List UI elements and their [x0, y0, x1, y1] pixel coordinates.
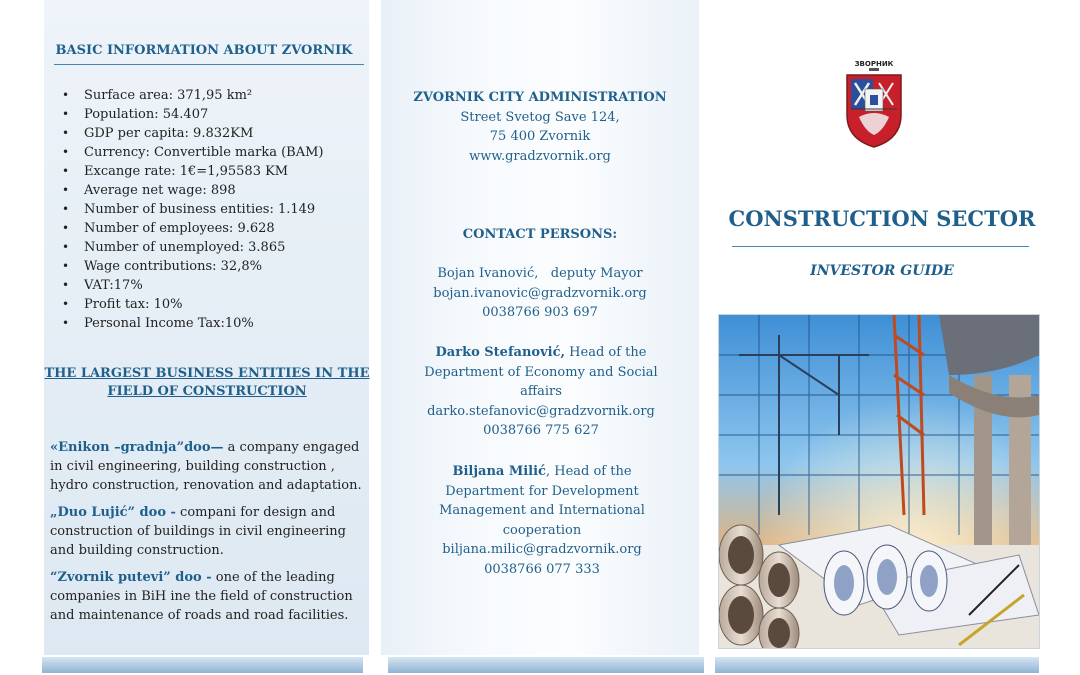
basic-info-heading: BASIC INFORMATION ABOUT ZVORNIK [55, 43, 353, 58]
right-panel [715, 0, 1035, 655]
contacts-title-block [381, 225, 699, 245]
fact-item: • Surface area: 371,95 km² [62, 86, 323, 105]
fact-item: • GDP per capita: 9.832KM [62, 124, 323, 143]
bottom-bar-right [715, 657, 1039, 673]
company-zvornik-putevi [50, 568, 370, 625]
fact-item: • Average net wage: 898 [62, 181, 323, 200]
company-enikon [50, 438, 370, 495]
heading-divider [54, 64, 364, 65]
document-subtitle: INVESTOR GUIDE [810, 263, 954, 279]
contact-role: Head of the Department of Economy and Social affairs [424, 345, 658, 399]
contact-biljana [413, 462, 671, 579]
contacts-title: CONTACT PERSONS: [462, 227, 618, 242]
largest-entities-heading: THE LARGEST BUSINESS ENTITIES IN THE FIELD OF CONSTRUCTION [44, 366, 370, 399]
fact-item: • Profit tax: 10% [62, 295, 323, 314]
company-name: „Duo Lujić” doo - [50, 505, 176, 520]
contact-email[interactable]: bojan.ivanovic@gradzvornik.org [433, 285, 647, 301]
company-description: compani for design and construction of buildings in civil engineering and building construction. [50, 505, 346, 558]
contact-darko [421, 343, 661, 441]
contact-name: Bojan Ivanović, [437, 266, 539, 281]
fact-item: • VAT:17% [62, 276, 323, 295]
left-panel [44, 0, 369, 655]
contact-phone: 0038766 903 697 [482, 305, 598, 320]
facts-list [62, 86, 323, 333]
contact-role: deputy Mayor [538, 266, 643, 281]
administration-block [381, 88, 699, 166]
construction-photo [718, 314, 1040, 649]
administration-title: ZVORNIK CITY ADMINISTRATION [413, 90, 667, 105]
title-divider [732, 246, 1029, 247]
fact-item: • Wage contributions: 32,8% [62, 257, 323, 276]
fact-item: • Number of unemployed: 3.865 [62, 238, 323, 257]
bottom-bar-left [42, 657, 363, 673]
contact-name: Darko Stefanović, [435, 345, 566, 360]
fact-item: • Population: 54.407 [62, 105, 323, 124]
contact-role: , Head of the Department for Development Management and International cooperation [439, 464, 645, 538]
website-link[interactable]: www.gradzvornik.org [469, 148, 611, 164]
company-description: one of the leading companies in BiH ine the field of construction and maintenance of roads and road facilities. [50, 570, 353, 623]
contact-phone: 0038766 077 333 [484, 561, 600, 577]
zvornik-coat-of-arms [843, 57, 905, 149]
bottom-bar-middle [388, 657, 704, 673]
fact-item: • Excange rate: 1€=1,95583 KM [62, 162, 323, 181]
fact-item: • Personal Income Tax:10% [62, 314, 323, 333]
fact-item: • Number of business entities: 1.149 [62, 200, 323, 219]
construction-illustration [719, 315, 1039, 648]
fact-item: • Currency: Convertible marka (BAM) [62, 143, 323, 162]
company-name: “Zvornik putevi” doo - [50, 570, 212, 585]
contact-email[interactable]: darko.stefanovic@gradzvornik.org [427, 403, 655, 419]
contact-email[interactable]: biljana.milic@gradzvornik.org [442, 542, 642, 557]
fact-item: • Number of employees: 9.628 [62, 219, 323, 238]
contact-bojan [381, 264, 699, 323]
middle-panel [381, 0, 699, 655]
address-line-2: 75 400 Zvornik [489, 129, 591, 144]
company-name: «Enikon –gradnja”doo— [50, 440, 224, 455]
document-title: CONSTRUCTION SECTOR [728, 206, 1036, 231]
company-duo-lujic [50, 503, 370, 560]
address-line-1: Street Svetog Save 124, [460, 109, 620, 125]
company-description: a company engaged in civil engineering, building construction , hydro construction, renovation and adaptation. [50, 440, 362, 493]
contact-phone: 0038766 775 627 [483, 423, 599, 438]
crest-text: ЗВОРНИК [854, 60, 894, 68]
contact-name: Biljana Milić [452, 464, 546, 479]
